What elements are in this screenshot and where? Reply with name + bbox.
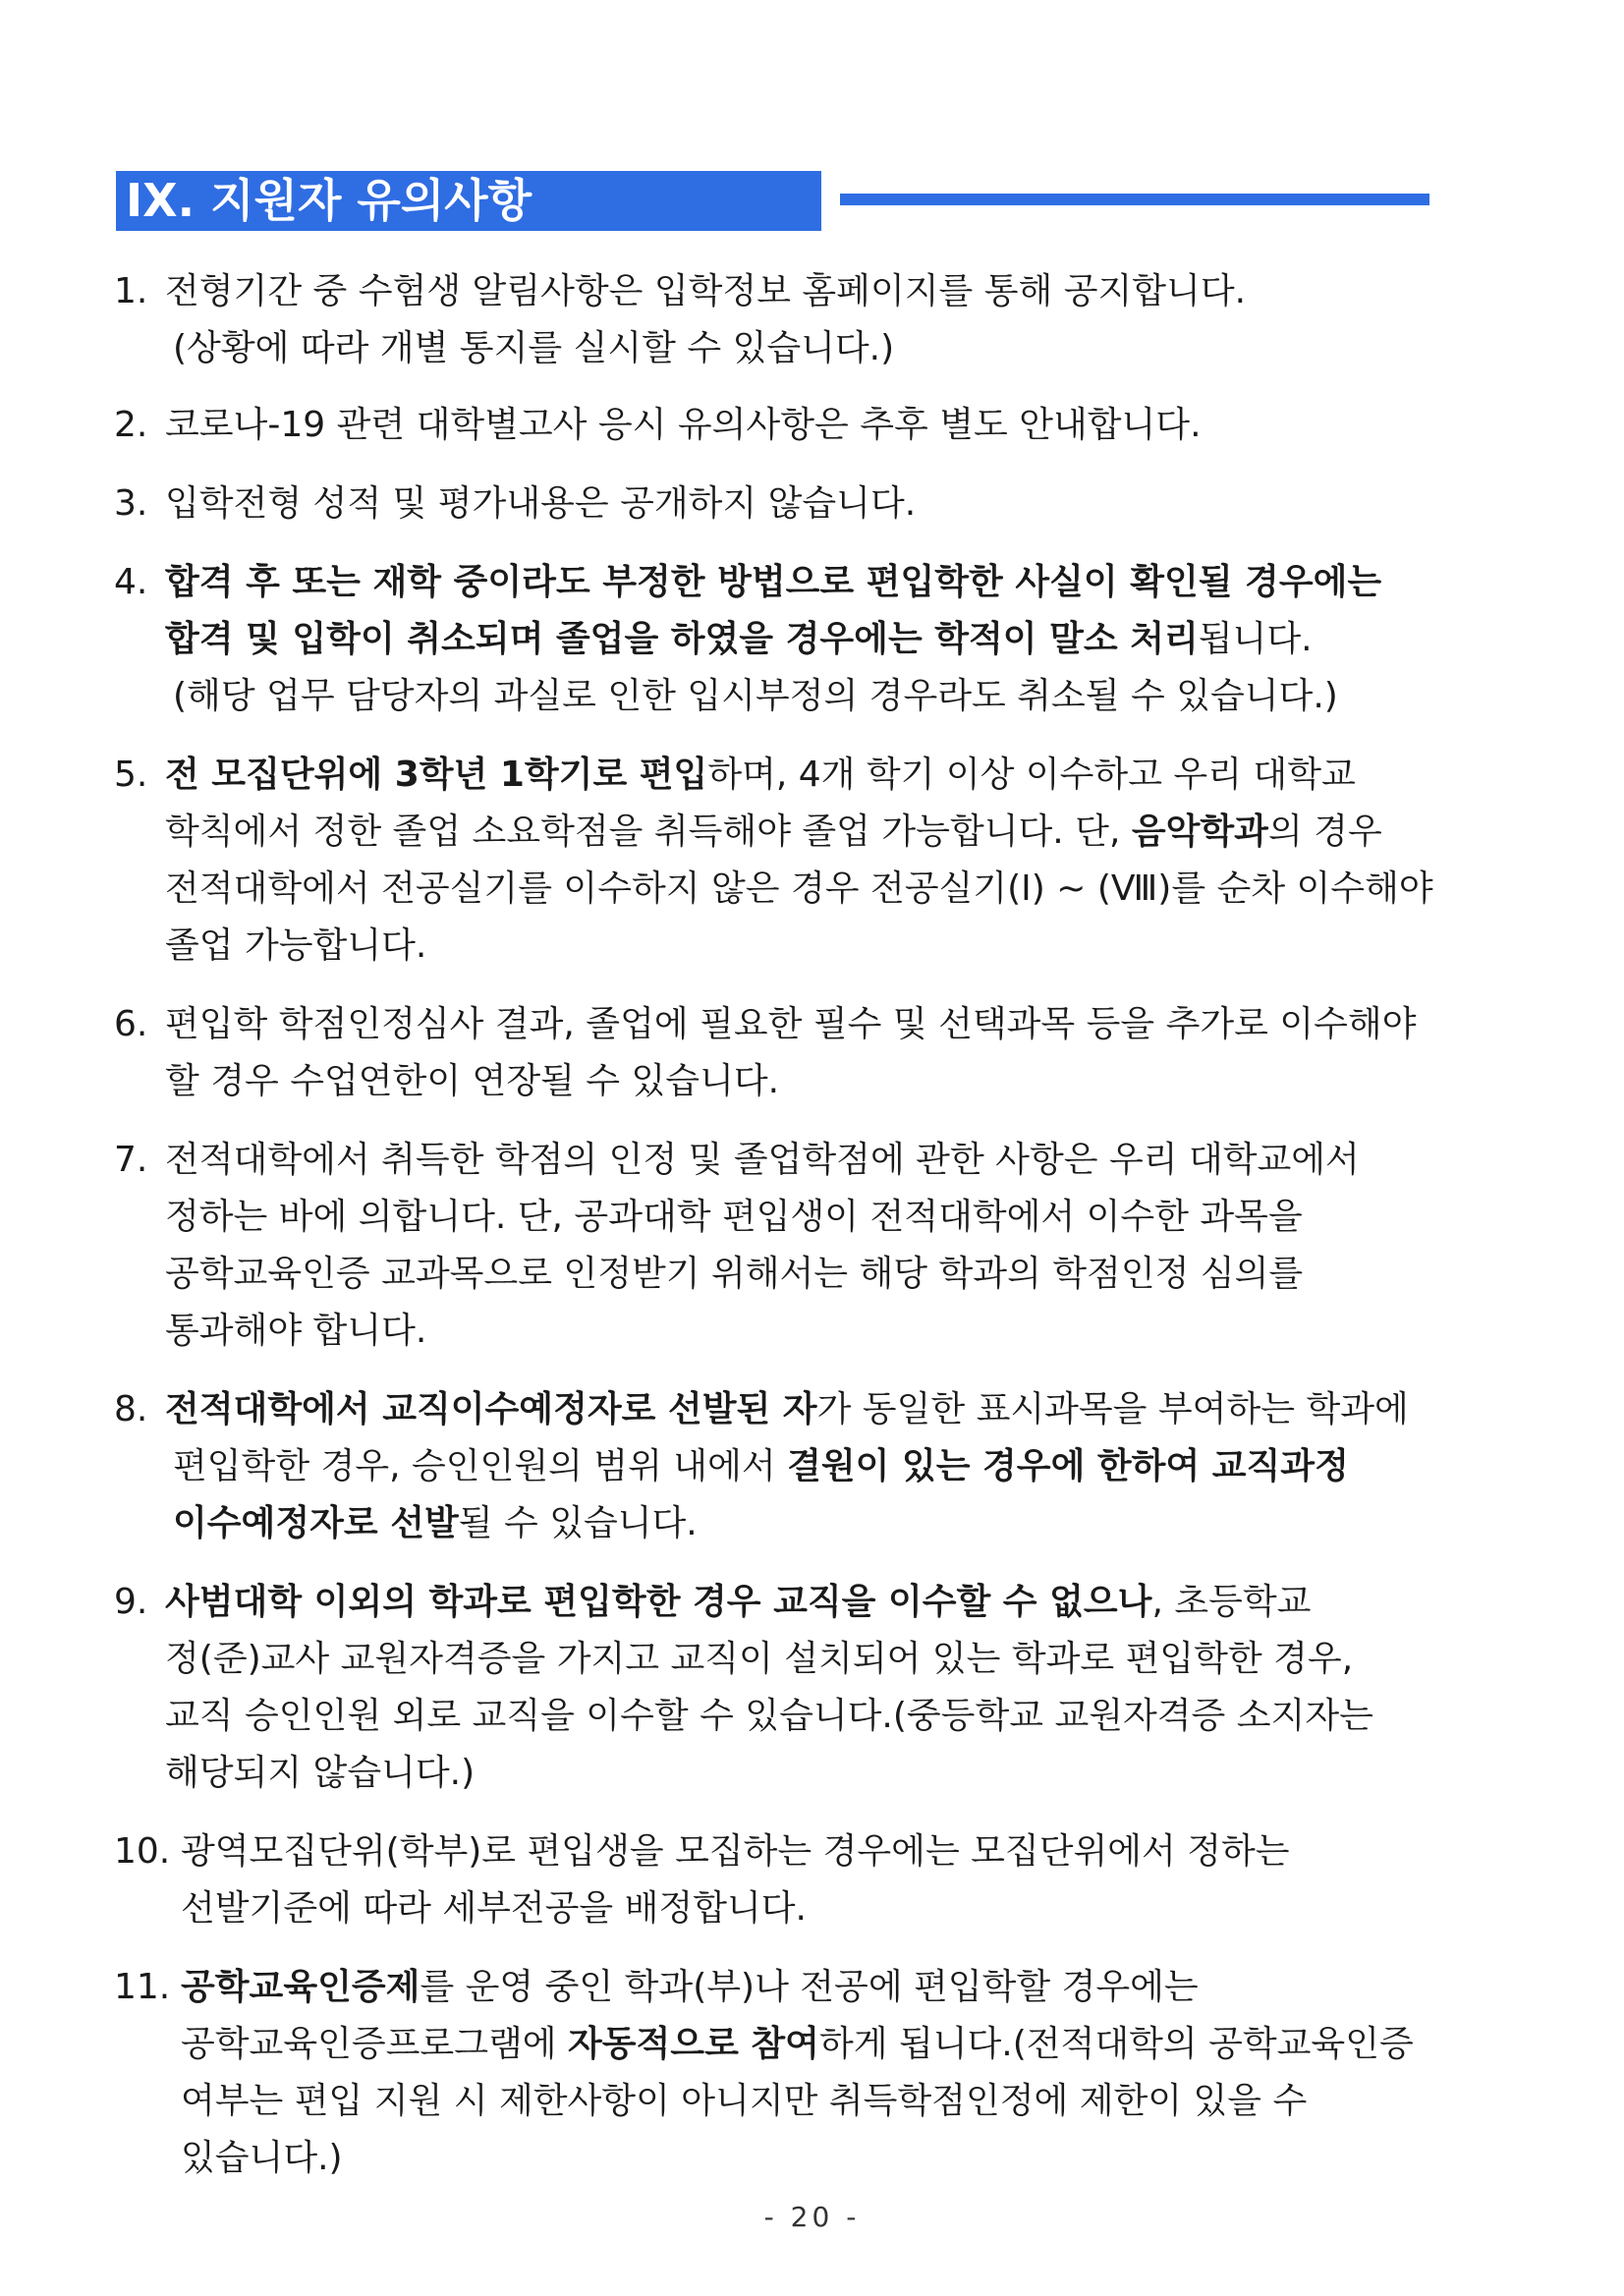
title-rule	[840, 194, 1429, 205]
list-item: 9. 사범대학 이외의 학과로 편입학한 경우 교직을 이수할 수 없으나, 초등학교 정(준)교사 교원자격증을 가지고 교직이 설치되어 있는 학과로 편입학한 경우, 교직 승인인원 외로 교직을 이수할 수 있습니다.(중등학교 교원자격증 소지자는 해당되지 않습니다.)	[114, 1582, 1373, 1793]
notice-list	[114, 263, 1539, 2187]
list-item: 2. 코로나-19 관련 대학별고사 응시 유의사항은 추후 별도 안내합니다.	[114, 405, 1202, 445]
list-item: 5. 전 모집단위에 3학년 1학기로 편입하며, 4개 학기 이상 이수하고 우리 대학교 학칙에서 정한 졸업 소요학점을 취득해야 졸업 가능합니다. 단, 음악학과의 경우 전적대학에서 전공실기를 이수하지 않은 경우 전공실기(Ⅰ) ~ (Ⅷ)를 순차 이수해야 졸업 가능합니다.	[114, 755, 1433, 966]
list-item: 4. 합격 후 또는 재학 중이라도 부정한 방법으로 편입학한 사실이 확인될 경우에는 합격 및 입학이 취소되며 졸업을 하였을 경우에는 학적이 말소 처리됩니다. (해당 업무 담당자의 과실로 인한 입시부정의 경우라도 취소될 수 있습니다.)	[114, 562, 1382, 716]
list-item: 8. 전적대학에서 교직이수예정자로 선발된 자가 동일한 표시과목을 부여하는 학과에 편입학한 경우, 승인인원의 범위 내에서 결원이 있는 경우에 한하여 교직과정 이수예정자로 선발될 수 있습니다.	[114, 1389, 1409, 1543]
section-title: IX. 지원자 유의사항	[116, 171, 821, 231]
page-number: - 20 -	[763, 2201, 861, 2233]
list-item: 11. 공학교육인증제를 운영 중인 학과(부)나 전공에 편입학할 경우에는 공학교육인증프로그램에 자동적으로 참여하게 됩니다.(전적대학의 공학교육인증 여부는 편입 지원 시 제한사항이 아니지만 취득학점인정에 제한이 있을 수 있습니다.)	[114, 1967, 1414, 2178]
list-item: 6. 편입학 학점인정심사 결과, 졸업에 필요한 필수 및 선택과목 등을 추가로 이수해야 할 경우 수업연한이 연장될 수 있습니다.	[114, 1004, 1417, 1101]
list-item: 10. 광역모집단위(학부)로 편입생을 모집하는 경우에는 모집단위에서 정하는 선발기준에 따라 세부전공을 배정합니다.	[114, 1831, 1290, 1929]
list-item: 7. 전적대학에서 취득한 학점의 인정 및 졸업학점에 관한 사항은 우리 대학교에서 정하는 바에 의합니다. 단, 공과대학 편입생이 전적대학에서 이수한 과목을 공학교육인증 교과목으로 인정받기 위해서는 해당 학과의 학점인정 심의를 통과해야 합니다.	[114, 1140, 1360, 1351]
list-item: 1. 전형기간 중 수험생 알림사항은 입학정보 홈페이지를 통해 공지합니다. (상황에 따라 개별 통지를 실시할 수 있습니다.)	[114, 271, 1247, 368]
list-item: 3. 입학전형 성적 및 평가내용은 공개하지 않습니다.	[114, 483, 917, 524]
